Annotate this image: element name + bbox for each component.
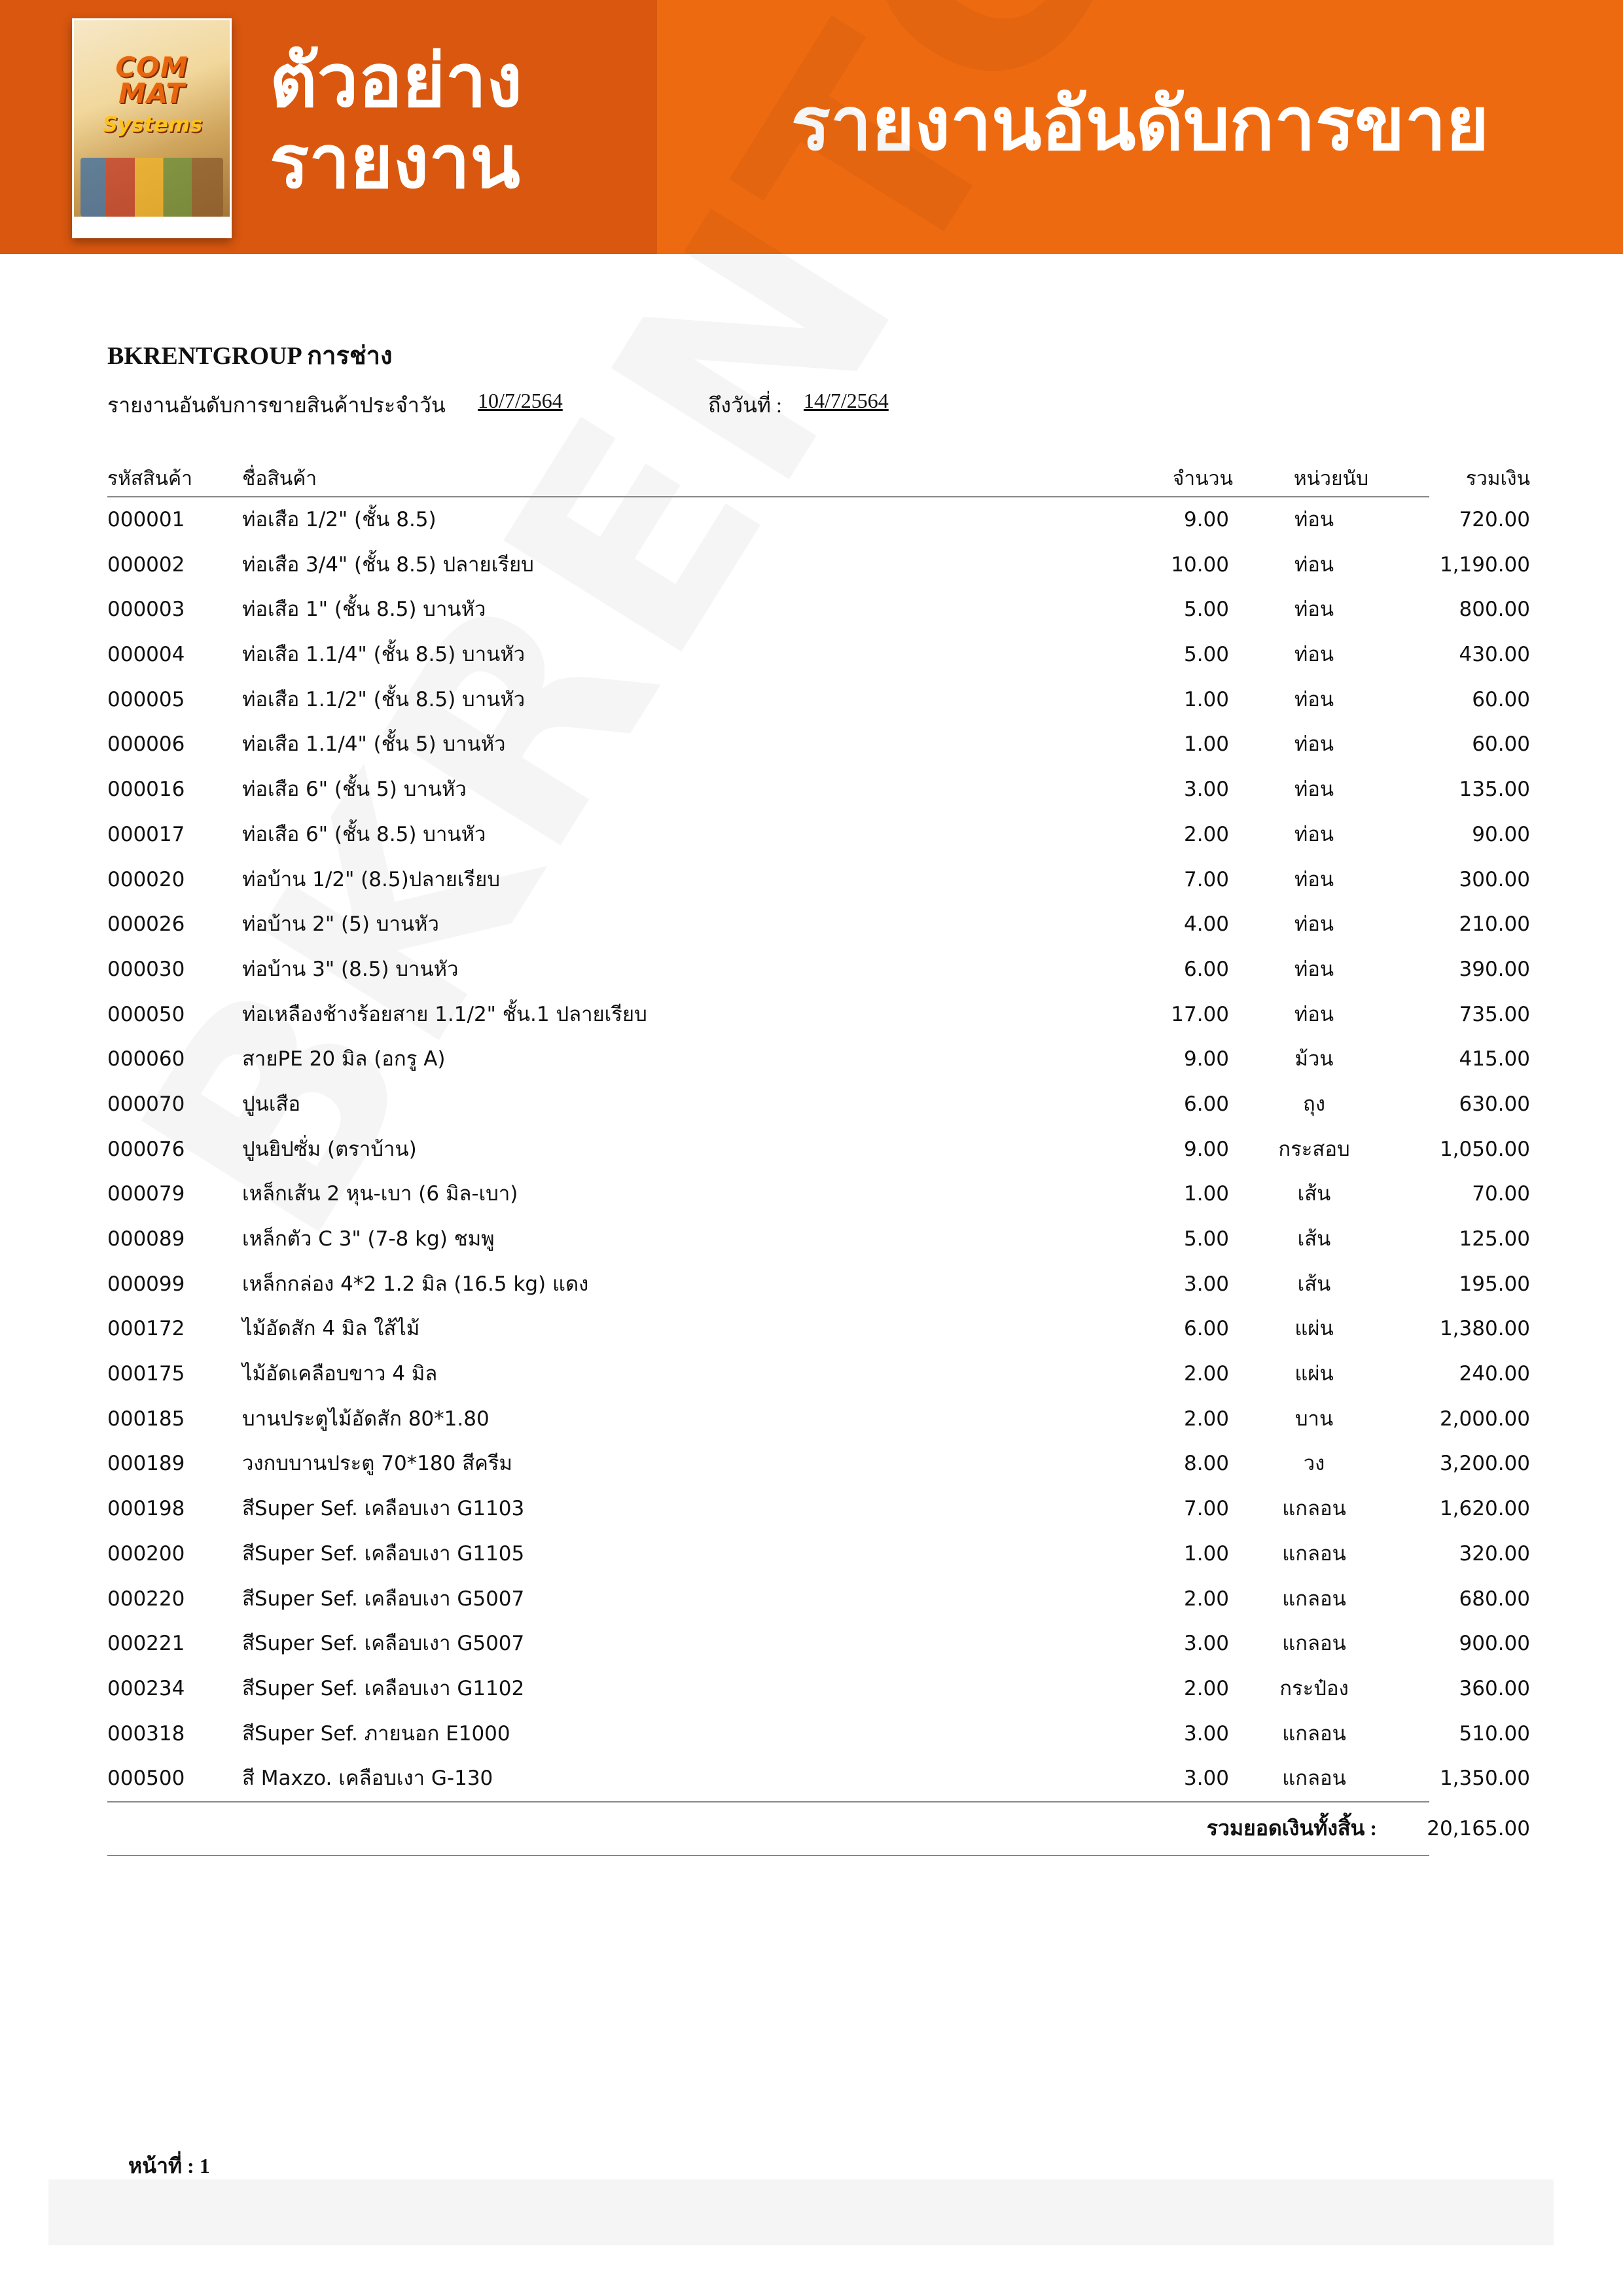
- cell-code: 000200: [107, 1541, 185, 1566]
- cell-unit: ท่อน: [1294, 643, 1334, 667]
- cell-unit: ท่อน: [1294, 508, 1334, 531]
- table-row: [107, 1712, 1530, 1757]
- cell-qty: 3.00: [1183, 1767, 1229, 1791]
- product-logo: COM MAT: [115, 51, 188, 109]
- product-box-footer: [74, 217, 230, 236]
- cell-name: สีSuper Sef. เคลือบเงา G1103: [242, 1497, 525, 1521]
- cell-code: 000079: [107, 1182, 185, 1206]
- sample-title-line1: ตัวอย่าง: [270, 39, 523, 124]
- cell-unit: กระป๋อง: [1279, 1676, 1349, 1700]
- cell-name: ท่อบ้าน 1/2" (8.5)ปลายเรียบ: [242, 867, 501, 891]
- table-row: [107, 587, 1530, 632]
- product-logo-sub: Systems: [102, 112, 203, 137]
- cell-amount: 510.00: [1459, 1721, 1530, 1746]
- cell-qty: 4.00: [1183, 912, 1229, 937]
- table-row: [107, 1666, 1530, 1712]
- cell-unit: ท่อน: [1294, 867, 1334, 891]
- cell-qty: 1.00: [1183, 687, 1229, 711]
- cell-qty: 3.00: [1183, 1632, 1229, 1656]
- cell-qty: 1.00: [1183, 732, 1229, 757]
- cell-amount: 430.00: [1459, 643, 1530, 667]
- cell-qty: 5.00: [1183, 598, 1229, 622]
- cell-unit: แกลอน: [1282, 1541, 1346, 1566]
- table-row: [107, 1397, 1530, 1442]
- cell-unit: ท่อน: [1294, 957, 1334, 981]
- cell-unit: แกลอน: [1282, 1587, 1346, 1611]
- cell-qty: 3.00: [1183, 778, 1229, 802]
- table-row: [107, 947, 1530, 992]
- cell-unit: ท่อน: [1294, 732, 1334, 757]
- cell-name: เหล็กเส้น 2 หุน-เบา (6 มิล-เบา): [242, 1182, 518, 1206]
- cell-qty: 17.00: [1171, 1002, 1229, 1026]
- cell-qty: 7.00: [1183, 1497, 1229, 1521]
- cell-code: 000003: [107, 598, 185, 622]
- table-row: [107, 767, 1530, 812]
- cell-name: ท่อเสือ 1.1/2" (ชั้น 8.5) บานหัว: [242, 687, 526, 711]
- cell-amount: 900.00: [1459, 1632, 1530, 1656]
- cell-qty: 6.00: [1183, 1092, 1229, 1116]
- cell-qty: 2.00: [1183, 1587, 1229, 1611]
- cell-qty: 6.00: [1183, 957, 1229, 981]
- cell-name: สายPE 20 มิล (อกรู A): [242, 1047, 446, 1071]
- cell-unit: แผ่น: [1294, 1317, 1334, 1341]
- cell-name: เหล็กกล่อง 4*2 1.2 มิล (16.5 kg) แดง: [242, 1272, 589, 1296]
- cell-unit: บาน: [1294, 1407, 1334, 1431]
- cell-qty: 2.00: [1183, 822, 1229, 846]
- table-row: [107, 1486, 1530, 1532]
- cell-code: 000017: [107, 822, 185, 846]
- cell-code: 000002: [107, 552, 185, 577]
- cell-unit: กระสอบ: [1278, 1137, 1350, 1161]
- table-row: [107, 1756, 1530, 1801]
- cell-code: 000004: [107, 643, 185, 667]
- cell-name: ท่อเสือ 6" (ชั้น 8.5) บานหัว: [242, 822, 486, 846]
- cell-unit: ท่อน: [1294, 1002, 1334, 1026]
- cell-unit: ท่อน: [1294, 778, 1334, 802]
- cell-qty: 2.00: [1183, 1362, 1229, 1386]
- cell-name: วงกบบานประตู 70*180 สีครีม: [242, 1452, 512, 1476]
- cell-qty: 3.00: [1183, 1721, 1229, 1746]
- sales-ranking-table: [107, 462, 1530, 1801]
- cell-amount: 800.00: [1459, 598, 1530, 622]
- cell-unit: ท่อน: [1294, 912, 1334, 937]
- cell-unit: วง: [1303, 1452, 1325, 1476]
- cell-name: ท่อเสือ 1/2" (ชั้น 8.5): [242, 508, 437, 531]
- table-row: [107, 857, 1530, 903]
- cell-code: 000221: [107, 1632, 185, 1656]
- cell-qty: 2.00: [1183, 1407, 1229, 1431]
- sample-title-line2: รายงาน: [270, 120, 520, 205]
- cell-name: ปูนเสือ: [242, 1092, 301, 1116]
- cell-name: สี Maxzo. เคลือบเงา G-130: [242, 1767, 493, 1791]
- table-row: [107, 1262, 1530, 1307]
- cell-qty: 9.00: [1183, 1047, 1229, 1071]
- column-header-code: รหัสสินค้า: [107, 467, 192, 490]
- total-row: [107, 1801, 1530, 1856]
- cell-amount: 210.00: [1459, 912, 1530, 937]
- cell-qty: 1.00: [1183, 1182, 1229, 1206]
- cell-amount: 2,000.00: [1439, 1407, 1530, 1431]
- cell-code: 000076: [107, 1137, 185, 1161]
- cell-code: 000500: [107, 1767, 185, 1791]
- cell-name: สีSuper Sef. เคลือบเงา G5007: [242, 1587, 525, 1611]
- to-label: ถึงวันที่ :: [708, 393, 782, 417]
- cell-name: ท่อเสือ 1.1/4" (ชั้น 8.5) บานหัว: [242, 643, 526, 667]
- cell-amount: 300.00: [1459, 867, 1530, 891]
- cell-code: 000185: [107, 1407, 185, 1431]
- table-row: [107, 1127, 1530, 1172]
- cell-unit: แกลอน: [1282, 1767, 1346, 1791]
- cell-code: 000175: [107, 1362, 185, 1386]
- cell-code: 000318: [107, 1721, 185, 1746]
- cell-unit: แกลอน: [1282, 1721, 1346, 1746]
- cell-qty: 2.00: [1183, 1676, 1229, 1700]
- cell-name: ไม้อัดเคลือบขาว 4 มิล: [242, 1362, 438, 1386]
- table-header: [107, 462, 1530, 497]
- column-header-unit: หน่วยนับ: [1293, 467, 1369, 490]
- table-row: [107, 1037, 1530, 1082]
- cell-qty: 6.00: [1183, 1317, 1229, 1341]
- cell-amount: 415.00: [1459, 1047, 1530, 1071]
- cell-unit: ม้วน: [1294, 1047, 1334, 1071]
- table-row: [107, 1532, 1530, 1577]
- cell-unit: เส้น: [1297, 1227, 1331, 1251]
- cell-code: 000198: [107, 1497, 185, 1521]
- cell-code: 000006: [107, 732, 185, 757]
- column-header-name: ชื่อสินค้า: [242, 467, 317, 490]
- cell-name: เหล็กตัว C 3" (7-8 kg) ชมพู: [242, 1227, 495, 1251]
- cell-code: 000099: [107, 1272, 185, 1296]
- cell-name: ไม้อัดสัก 4 มิล ใส้ไม้: [242, 1317, 420, 1341]
- range-label: รายงานอันดับการขายสินค้าประจำวัน: [107, 393, 446, 417]
- table-row: [107, 1441, 1530, 1486]
- cell-code: 000050: [107, 1002, 185, 1026]
- cell-amount: 1,190.00: [1439, 552, 1530, 577]
- cell-name: สีSuper Sef. เคลือบเงา G1105: [242, 1541, 525, 1566]
- total-value: 20,165.00: [1427, 1817, 1530, 1840]
- cell-code: 000089: [107, 1227, 185, 1251]
- cell-unit: แผ่น: [1294, 1362, 1334, 1386]
- total-label: รวมยอดเงินทั้งสิ้น :: [1206, 1816, 1377, 1840]
- cell-amount: 195.00: [1459, 1272, 1530, 1296]
- cell-unit: ถุง: [1303, 1092, 1325, 1116]
- cell-unit: ท่อน: [1294, 822, 1334, 846]
- cell-amount: 90.00: [1472, 822, 1530, 846]
- cell-amount: 240.00: [1459, 1362, 1530, 1386]
- cell-amount: 390.00: [1459, 957, 1530, 981]
- column-header-qty: จำนวน: [1172, 467, 1233, 490]
- cell-code: 000220: [107, 1587, 185, 1611]
- table-row: [107, 812, 1530, 857]
- cell-amount: 1,380.00: [1439, 1317, 1530, 1341]
- cell-qty: 5.00: [1183, 643, 1229, 667]
- cell-code: 000026: [107, 912, 185, 937]
- table-row: [107, 677, 1530, 723]
- cell-name: ท่อบ้าน 2" (5) บานหัว: [242, 912, 439, 937]
- cell-amount: 3,200.00: [1439, 1452, 1530, 1476]
- table-row: [107, 1577, 1530, 1622]
- cell-amount: 360.00: [1459, 1676, 1530, 1700]
- cell-code: 000016: [107, 778, 185, 802]
- cell-amount: 60.00: [1472, 687, 1530, 711]
- cell-qty: 9.00: [1183, 1137, 1229, 1161]
- sample-report-title: [270, 41, 636, 203]
- cell-name: สีSuper Sef. ภายนอก E1000: [242, 1721, 510, 1746]
- cell-code: 000005: [107, 687, 185, 711]
- cell-name: ท่อเสือ 6" (ชั้น 5) บานหัว: [242, 778, 467, 802]
- table-row: [107, 992, 1530, 1037]
- product-box-image: [72, 18, 232, 238]
- table-row: [107, 543, 1530, 588]
- table-row: [107, 722, 1530, 767]
- cell-amount: 1,050.00: [1439, 1137, 1530, 1161]
- cell-name: สีSuper Sef. เคลือบเงา G5007: [242, 1632, 525, 1656]
- cell-qty: 7.00: [1183, 867, 1229, 891]
- cell-name: ท่อเสือ 1" (ชั้น 8.5) บานหัว: [242, 598, 486, 622]
- cell-amount: 720.00: [1459, 508, 1530, 531]
- table-row: [107, 1217, 1530, 1262]
- cell-unit: เส้น: [1297, 1182, 1331, 1206]
- cell-amount: 70.00: [1472, 1182, 1530, 1206]
- cell-unit: ท่อน: [1294, 552, 1334, 577]
- cell-amount: 680.00: [1459, 1587, 1530, 1611]
- cell-amount: 320.00: [1459, 1541, 1530, 1566]
- cell-qty: 8.00: [1183, 1452, 1229, 1476]
- from-date: 10/7/2564: [478, 389, 563, 412]
- table-row: [107, 1172, 1530, 1217]
- bottom-strip: [48, 2179, 1554, 2245]
- page-number: หน้าที่ : 1: [128, 2154, 210, 2178]
- cell-name: ท่อเสือ 3/4" (ชั้น 8.5) ปลายเรียบ: [242, 552, 534, 577]
- cell-unit: แกลอน: [1282, 1632, 1346, 1656]
- cell-amount: 135.00: [1459, 778, 1530, 802]
- cell-name: บานประตูไม้อัดสัก 80*1.80: [242, 1407, 490, 1431]
- cell-code: 000172: [107, 1317, 185, 1341]
- cell-name: สีSuper Sef. เคลือบเงา G1102: [242, 1676, 525, 1700]
- table-row: [107, 497, 1530, 543]
- cell-unit: ท่อน: [1294, 598, 1334, 622]
- column-header-amount: รวมเงิน: [1465, 467, 1530, 490]
- cell-qty: 3.00: [1183, 1272, 1229, 1296]
- cell-name: ท่อเหลืองช้างร้อยสาย 1.1/2" ชั้น.1 ปลายเรียบ: [242, 1002, 647, 1026]
- cell-code: 000001: [107, 508, 185, 531]
- cell-code: 000070: [107, 1092, 185, 1116]
- cell-code: 000060: [107, 1047, 185, 1071]
- table-row: [107, 1621, 1530, 1666]
- cell-amount: 630.00: [1459, 1092, 1530, 1116]
- product-box-artwork: [80, 158, 223, 217]
- table-body: [107, 497, 1530, 1801]
- table-row: [107, 1306, 1530, 1352]
- cell-code: 000234: [107, 1676, 185, 1700]
- cell-code: 000020: [107, 867, 185, 891]
- cell-amount: 125.00: [1459, 1227, 1530, 1251]
- cell-name: ท่อบ้าน 3" (8.5) บานหัว: [242, 957, 459, 981]
- cell-unit: เส้น: [1297, 1272, 1331, 1296]
- cell-qty: 5.00: [1183, 1227, 1229, 1251]
- cell-qty: 1.00: [1183, 1541, 1229, 1566]
- cell-name: ท่อเสือ 1.1/4" (ชั้น 5) บานหัว: [242, 732, 506, 757]
- cell-amount: 1,350.00: [1439, 1767, 1530, 1791]
- cell-code: 000030: [107, 957, 185, 981]
- cell-amount: 60.00: [1472, 732, 1530, 757]
- to-date: 14/7/2564: [804, 389, 889, 412]
- cell-amount: 735.00: [1459, 1002, 1530, 1026]
- cell-qty: 9.00: [1183, 508, 1229, 531]
- company-name: BKRENTGROUP การช่าง: [107, 342, 393, 370]
- cell-unit: ท่อน: [1294, 687, 1334, 711]
- report-title: รายงานอันดับการขาย: [791, 82, 1489, 167]
- table-row: [107, 902, 1530, 947]
- table-row: [107, 632, 1530, 677]
- table-row: [107, 1352, 1530, 1397]
- cell-code: 000189: [107, 1452, 185, 1476]
- cell-qty: 10.00: [1171, 552, 1229, 577]
- cell-unit: แกลอน: [1282, 1497, 1346, 1521]
- cell-amount: 1,620.00: [1439, 1497, 1530, 1521]
- table-row: [107, 1082, 1530, 1127]
- cell-name: ปูนยิปซั่ม (ตราบ้าน): [242, 1137, 417, 1161]
